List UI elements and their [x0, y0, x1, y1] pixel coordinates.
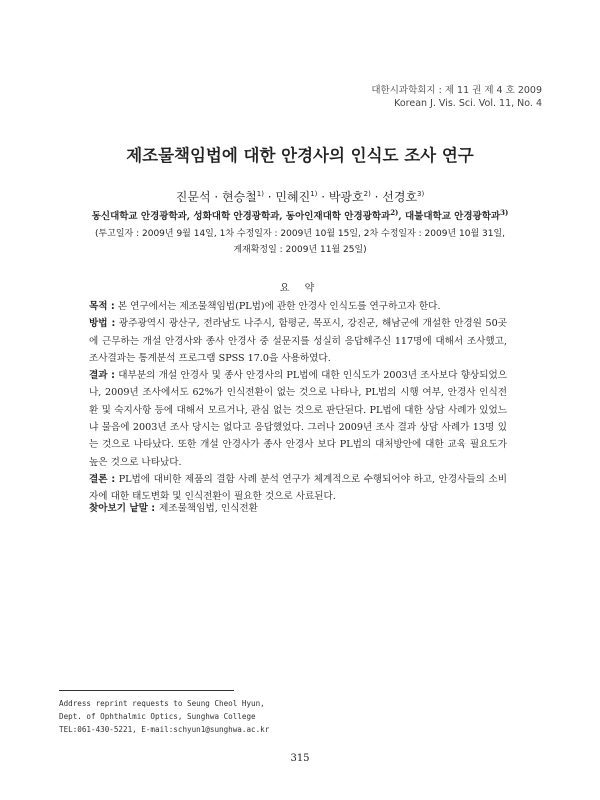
author-list — [0, 188, 600, 205]
footnote-divider — [59, 690, 234, 691]
footnote-line: Dept. of Ophthalmic Optics, Sunghwa College — [59, 712, 256, 721]
abstract-purpose — [89, 298, 507, 315]
abstract-section-label: 방법 : — [89, 318, 116, 330]
affiliation-mark: 3) — [500, 207, 509, 217]
author-affiliation-mark: 3) — [417, 190, 425, 198]
author-affiliation-mark: 2) — [363, 190, 371, 198]
author-separator: · — [210, 190, 222, 204]
journal-header — [371, 84, 542, 110]
author-separator: · — [317, 190, 329, 204]
keywords-label: 찾아보기 낱말 : — [89, 503, 156, 514]
abstract-results — [89, 367, 507, 471]
abstract-section-label: 결과 : — [89, 370, 115, 382]
footnote-line: TEL:061-430-5221, E-mail:schyun1@sunghwa.ac.kr — [59, 725, 270, 734]
abstract-section-text: 광주광역시 광산구, 전라남도 나주시, 함평군, 목포시, 강진군, 해남군에 개설한 안경원 50곳에 근무하는 개설 안경사와 종사 안경사 중 설문지를 성실히 응답해주신 117명에 대해서 조사했고, 조사결과는 통계분석 프로그램 SPSS 17.0을 사용하였다. — [89, 318, 507, 364]
keywords — [89, 500, 258, 514]
affiliations — [0, 208, 600, 222]
page-number: 315 — [290, 753, 310, 764]
affiliation-text: 동신대학교 안경광학과, 성화대학 안경광학과, 동아인재대학 안경광학과 — [91, 211, 391, 222]
submission-dates — [0, 226, 600, 258]
affiliation-text: , 대불대학교 안경광학과 — [398, 211, 501, 222]
affiliation-mark: 2) — [390, 207, 399, 217]
author-affiliation-mark: 1) — [256, 190, 264, 198]
abstract-section-text: 본 연구에서는 제조물책임법(PL법)에 관한 안경사 인식도를 연구하고자 한다. — [114, 301, 441, 312]
paper-title: 제조물책임법에 대한 안경사의 인식도 조사 연구 — [126, 146, 474, 165]
correspondence-footnote — [59, 697, 269, 736]
author-name: 진문석 — [175, 190, 211, 204]
abstract-body — [89, 298, 507, 506]
author-name: 선경호 — [382, 190, 418, 204]
abstract-section-label: 결론 : — [89, 473, 116, 485]
journal-header-english: Korean J. Vis. Sci. Vol. 11, No. 4 — [394, 98, 542, 109]
abstract-section-text: PL법에 대비한 제품의 결함 사례 분석 연구가 체계적으로 수행되어야 하고, 안경사들의 소비자에 대한 태도변화 및 인식전환이 필요한 것으로 사료된다. — [89, 473, 507, 503]
author-name: 민혜진 — [275, 190, 311, 204]
abstract-heading: 요 약 — [279, 283, 321, 294]
author-name: 박광호 — [328, 190, 364, 204]
abstract-section-label: 목적 : — [89, 301, 115, 312]
journal-header-korean: 대한시과학회지 : 제 11 권 제 4 호 2009 — [371, 85, 542, 96]
author-separator: · — [370, 190, 383, 204]
keywords-text: 제조물책임법, 인식전환 — [159, 503, 258, 514]
abstract-section-text: 대부분의 개설 안경사 및 종사 안경사의 PL법에 대한 인식도가 2003년 조사보다 향상되었으나, 2009년 조사에서도 62%가 인식전환이 없는 것으로 나타나, PL법의 시행 여부, 안경사 인식전환 및 숙지사항 등에 대해서 모르거나, 관심 없는 것으로 판단된다. PL법에 대한 상담 사례가 있었느냐 물음에 2003년 조사 당시는 없다고 응답했었다. 그러나 2009년 조사 결과 상담 사례가 13명 있는 것으로 나타났다. 또한 개설 안경사가 종사 안경사 보다 PL법의 대처방안에 대한 교육 필요도가 높은 것으로 나타났다. — [89, 370, 508, 468]
author-separator: · — [263, 190, 276, 204]
author-affiliation-mark: 1) — [310, 190, 318, 198]
submission-dates-line: (투고일자 : 2009년 9월 14일, 1차 수정일자 : 2009년 10월 15일, 2차 수정일자 : 2009년 10월 31일, — [94, 229, 506, 239]
author-name: 현승철 — [222, 190, 257, 204]
footnote-line: Address reprint requests to Seung Cheol Hyun, — [59, 699, 265, 708]
abstract-methods — [89, 315, 507, 367]
acceptance-date-line: 게재확정일 : 2009년 11월 25일) — [233, 245, 367, 255]
